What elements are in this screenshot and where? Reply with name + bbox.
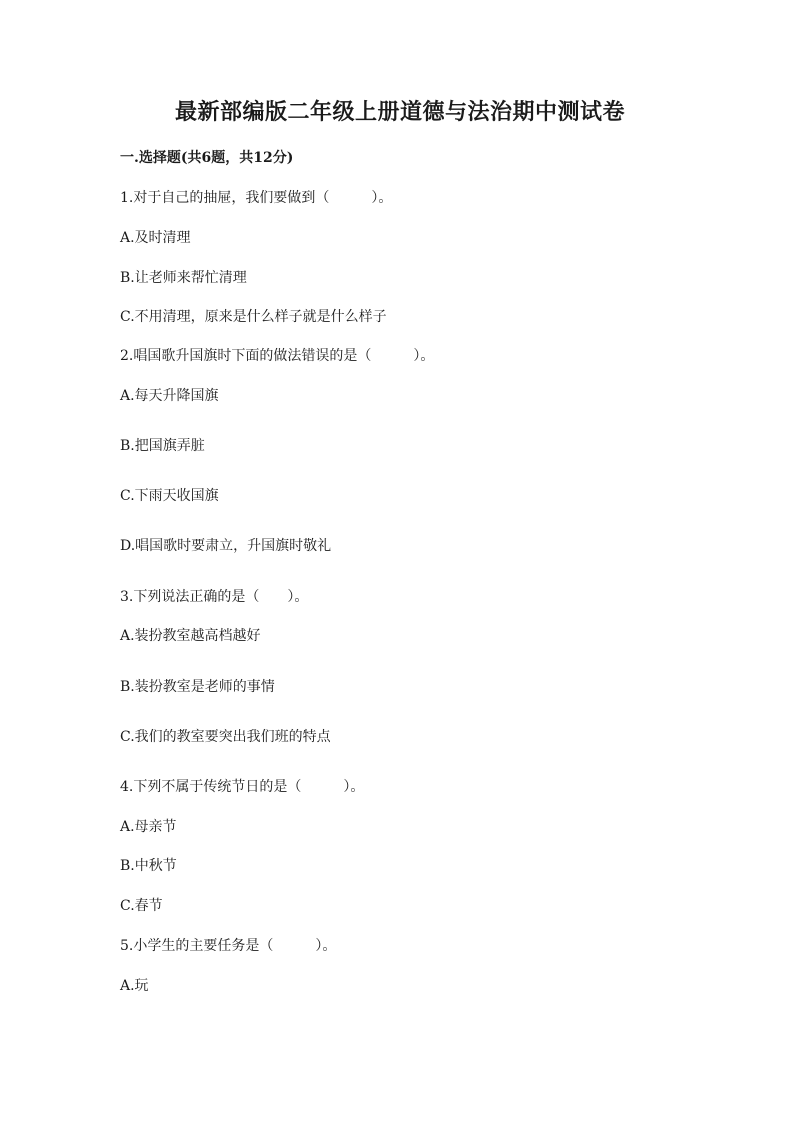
question-2-option-d: D.唱国歌时要肃立，升国旗时敬礼 bbox=[120, 538, 332, 554]
question-2-option-b: B.把国旗弄脏 bbox=[120, 438, 205, 454]
question-2-option-a: A.每天升降国旗 bbox=[120, 388, 219, 404]
page-title: 最新部编版二年级上册道德与法治期中测试卷 bbox=[174, 99, 625, 125]
question-3-option-c: C.我们的教室要突出我们班的特点 bbox=[120, 729, 331, 745]
question-4-option-a: A.母亲节 bbox=[120, 819, 177, 835]
question-1-option-c: C.不用清理，原来是什么样子就是什么样子 bbox=[120, 309, 387, 325]
question-3-option-b: B.装扮教室是老师的事情 bbox=[120, 679, 275, 695]
question-3-option-a: A.装扮教室越高档越好 bbox=[120, 628, 261, 644]
question-4-option-b: B.中秋节 bbox=[120, 858, 177, 874]
question-1-stem: 1.对于自己的抽屉，我们要做到（ ）。 bbox=[120, 190, 393, 206]
question-4-stem: 4.下列不属于传统节日的是（ ）。 bbox=[120, 779, 365, 795]
question-1-option-b: B.让老师来帮忙清理 bbox=[120, 270, 247, 286]
question-5-option-a: A.玩 bbox=[120, 978, 149, 994]
section-heading: 一.选择题(共6题，共12分) bbox=[120, 150, 294, 166]
question-2-stem: 2.唱国歌升国旗时下面的做法错误的是（ ）。 bbox=[120, 348, 435, 364]
question-5-stem: 5.小学生的主要任务是（ ）。 bbox=[120, 938, 337, 954]
question-1-option-a: A.及时清理 bbox=[120, 230, 191, 246]
question-3-stem: 3.下列说法正确的是（ ）。 bbox=[120, 589, 309, 605]
question-4-option-c: C.春节 bbox=[120, 898, 163, 914]
question-2-option-c: C.下雨天收国旗 bbox=[120, 488, 219, 504]
